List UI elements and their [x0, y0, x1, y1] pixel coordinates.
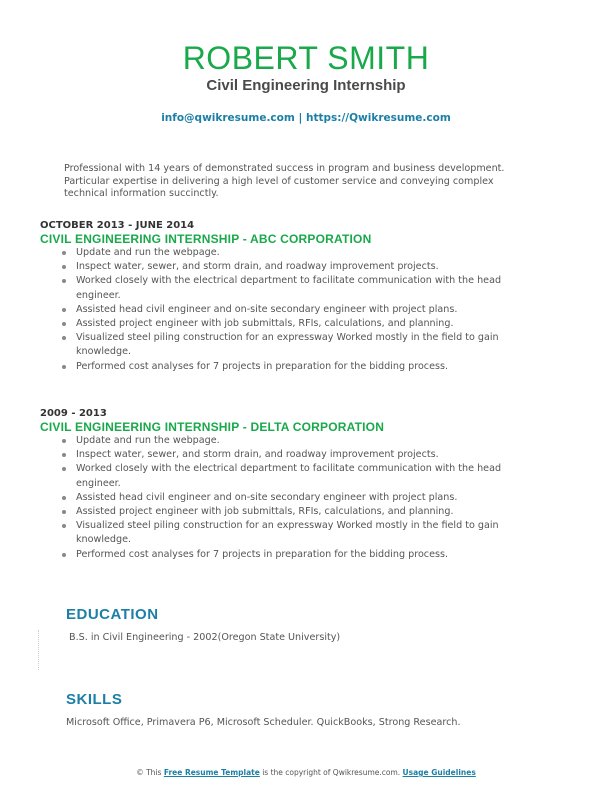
footer-middle: is the copyright of Qwikresume.com.	[259, 768, 403, 777]
bullet-item: Worked closely with the electrical department to facilitate communication with the head engineer.	[76, 274, 528, 302]
bullet-item: Visualized steel piling construction for an expressway Worked mostly in the field to gain knowledge.	[76, 519, 528, 547]
footer-prefix: © This	[136, 768, 164, 777]
education-entry: B.S. in Civil Engineering - 2002(Oregon State University)	[69, 632, 341, 643]
skills-heading: SKILLS	[66, 691, 123, 708]
contact-separator: |	[294, 112, 306, 124]
bullet-item: Assisted project engineer with job submittals, RFIs, calculations, and planning.	[76, 317, 528, 331]
experience-entry	[40, 220, 540, 374]
experience-title: CIVIL ENGINEERING INTERNSHIP - ABC CORPORATION	[40, 232, 372, 246]
usage-guidelines-link[interactable]: Usage Guidelines	[402, 768, 476, 777]
free-resume-template-link[interactable]: Free Resume Template	[163, 768, 260, 777]
candidate-name: ROBERT SMITH	[182, 40, 430, 76]
profile-summary: Professional with 14 years of demonstrated success in program and business development. Particular expertise in delivering a high level of customer service and conveying complex technical information succinctly.	[64, 163, 505, 199]
bullet-item: Visualized steel piling construction for an expressway Worked mostly in the field to gain knowledge.	[76, 331, 528, 359]
skills-list: Microsoft Office, Primavera P6, Microsoft Scheduler. QuickBooks, Strong Research.	[66, 717, 461, 728]
experience-dates: OCTOBER 2013 - JUNE 2014	[40, 220, 195, 231]
bullet-item: Assisted head civil engineer and on-site secondary engineer with project plans.	[76, 303, 528, 317]
experience-title: CIVIL ENGINEERING INTERNSHIP - DELTA CORPORATION	[40, 420, 385, 434]
experience-entry	[40, 408, 540, 562]
bullet-item: Inspect water, sewer, and storm drain, and roadway improvement projects.	[76, 260, 528, 274]
bullet-item: Inspect water, sewer, and storm drain, and roadway improvement projects.	[76, 448, 528, 462]
education-heading: EDUCATION	[66, 606, 159, 623]
email-link[interactable]: info@qwikresume.com	[161, 112, 295, 124]
job-title: Civil Engineering Internship	[206, 77, 406, 94]
bullet-item: Worked closely with the electrical department to facilitate communication with the head engineer.	[76, 462, 528, 490]
education-divider	[38, 630, 41, 670]
bullet-item: Assisted project engineer with job submittals, RFIs, calculations, and planning.	[76, 505, 528, 519]
bullet-item: Assisted head civil engineer and on-site secondary engineer with project plans.	[76, 491, 528, 505]
contact-line	[0, 111, 612, 125]
bullet-item: Performed cost analyses for 7 projects in preparation for the bidding process.	[76, 548, 528, 562]
bullet-item: Performed cost analyses for 7 projects in preparation for the bidding process.	[76, 360, 528, 374]
experience-bullets	[40, 434, 540, 562]
experience-bullets	[40, 246, 540, 374]
bullet-item: Update and run the webpage.	[76, 246, 528, 260]
website-link[interactable]: https://Qwikresume.com	[305, 112, 451, 124]
footer	[0, 768, 612, 777]
bullet-item: Update and run the webpage.	[76, 434, 528, 448]
experience-dates: 2009 - 2013	[40, 408, 107, 419]
